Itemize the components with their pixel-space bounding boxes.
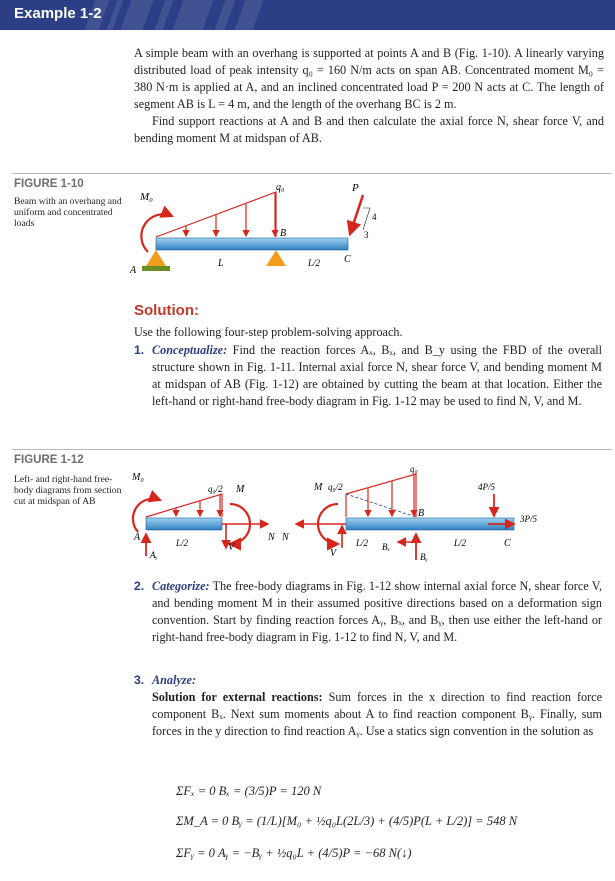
step-1-number: 1.	[134, 343, 145, 357]
step-3-number: 3.	[134, 673, 145, 687]
support-a	[146, 250, 166, 266]
load-p	[350, 195, 363, 234]
step-3-keyword: Analyze:	[152, 673, 197, 687]
step-2-keyword: Categorize:	[152, 579, 210, 593]
fig2-label-b: B	[418, 508, 425, 519]
divider-2	[12, 449, 612, 450]
label-p: P	[352, 182, 359, 194]
fig2-label-m-right: M	[314, 482, 323, 493]
fig2-label-q02-left: q₀/2	[208, 484, 223, 494]
step-1-text: Find the reaction forces Aₓ, Bₓ, and B_y using the FBD of the overall structure shown in Fig. 1-11. Internal axial force N, shear force V, and bending moment M at midspan of AB (Fig. 1-12) are obtained by cutting the beam at that location. Either the left-hand or right-hand free-body diagram in Fig. 1-12 may be used to find N, V, and M.	[152, 343, 602, 408]
problem-paragraph-2: Find support reactions at A and B and then calculate the axial force N, shear force V, and bending moment M at midspan of AB.	[134, 114, 604, 145]
label-three: 3	[364, 230, 369, 240]
fig2-label-m-left: M	[236, 484, 245, 495]
label-q0: q₀	[276, 182, 285, 193]
fig2-label-l2-mid: L/2	[356, 538, 369, 548]
label-c: C	[344, 254, 351, 265]
fig2-label-l2-left: L/2	[176, 538, 189, 548]
step-3-bold: Solution for external reactions:	[152, 690, 323, 704]
fig2-label-by: Bᵧ	[420, 552, 428, 562]
step-1	[134, 342, 602, 410]
label-b: B	[280, 228, 287, 239]
step-2-number: 2.	[134, 579, 145, 593]
figure-1-12-caption: Left- and right-hand free-body diagrams from section cut at midspan of AB	[14, 474, 122, 507]
divider	[12, 173, 612, 174]
solution-intro: Use the following four-step problem-solving approach.	[134, 325, 403, 339]
fig2-label-m0: M₀	[132, 472, 144, 483]
equation-sum-fy: ΣFᵧ = 0 Aᵧ = −Bᵧ + ½q₀L + (4/5)P = −68 N(↓)	[176, 846, 412, 860]
label-four: 4	[372, 212, 377, 222]
label-l: L	[218, 258, 224, 269]
step-2	[134, 578, 602, 646]
fig2-label-n-left: N	[268, 532, 275, 543]
left-beam	[146, 518, 222, 530]
step-2-text: The free-body diagrams in Fig. 1-12 show internal axial force N, shear force V, and bending moment M in their assumed positive directions based on a deformation sign convention. Start by finding reaction forces Aᵧ, Bₓ, and Bᵧ, then use either the left-hand or right-hand free-body diagram in Fig. 1-12 to find N, V, and M.	[152, 579, 602, 644]
fig2-label-v-left: V	[228, 542, 235, 553]
fig2-label-q02-right: q₀/2	[328, 482, 343, 492]
step-3	[134, 672, 602, 740]
fig2-label-a: A	[134, 532, 141, 543]
step-3-text: Sum forces in the x direction to find reaction force component Bₓ. Next sum moments about A to find reaction component Bᵧ. Finally, sum forces in the y direction to find reaction Aᵧ. Use a statics sign convention in the solution as	[152, 690, 602, 738]
fig2-label-ay: Aᵧ	[150, 550, 158, 560]
problem-statement	[134, 45, 604, 147]
fig2-label-c: C	[504, 538, 511, 549]
fig2-label-v-right: V	[330, 548, 337, 559]
fig2-label-q0: q₀	[410, 464, 418, 474]
figure-1-10-diagram	[120, 180, 380, 290]
label-m0: M₀	[140, 191, 153, 203]
step-1-keyword: Conceptualize:	[152, 343, 228, 357]
figure-1-12-label: FIGURE 1-12	[14, 454, 84, 466]
example-title: Example 1-2	[14, 5, 102, 22]
fig2-label-l2-right: L/2	[454, 538, 467, 548]
figure-1-10-caption: Beam with an overhang and uniform and concentrated loads	[14, 196, 122, 229]
fig2-label-3p5: 3P/5	[520, 514, 537, 524]
fig2-label-n-right: N	[282, 532, 289, 543]
equation-sum-fx: ΣFₓ = 0 Bₓ = (3/5)P = 120 N	[176, 784, 322, 798]
equation-sum-ma: ΣM_A = 0 Bᵧ = (1/L)[M₀ + ½q₀L(2L/3) + (4/5)P(L + L/2)] = 548 N	[176, 814, 518, 828]
label-a: A	[130, 265, 137, 276]
example-banner	[0, 0, 615, 30]
beam	[156, 238, 348, 250]
fig2-label-4p5: 4P/5	[478, 482, 495, 492]
figure-1-10-label: FIGURE 1-10	[14, 178, 84, 190]
problem-paragraph-1: A simple beam with an overhang is supported at points A and B (Fig. 1-10). A linearly varying distributed load of peak intensity q₀ = 160 N/m acts on span AB. Concentrated moment M₀ = 380 N·m is applied at A, and an inclined concentrated load P = 200 N acts at C. The length of segment AB is L = 4 m, and the length of the overhang BC is 2 m.	[134, 46, 604, 111]
label-l2: L/2	[308, 258, 321, 268]
support-b	[266, 250, 286, 266]
solution-heading: Solution:	[134, 302, 199, 319]
fig2-label-bx: Bₓ	[382, 542, 391, 552]
figure-1-12-diagram	[118, 464, 568, 572]
